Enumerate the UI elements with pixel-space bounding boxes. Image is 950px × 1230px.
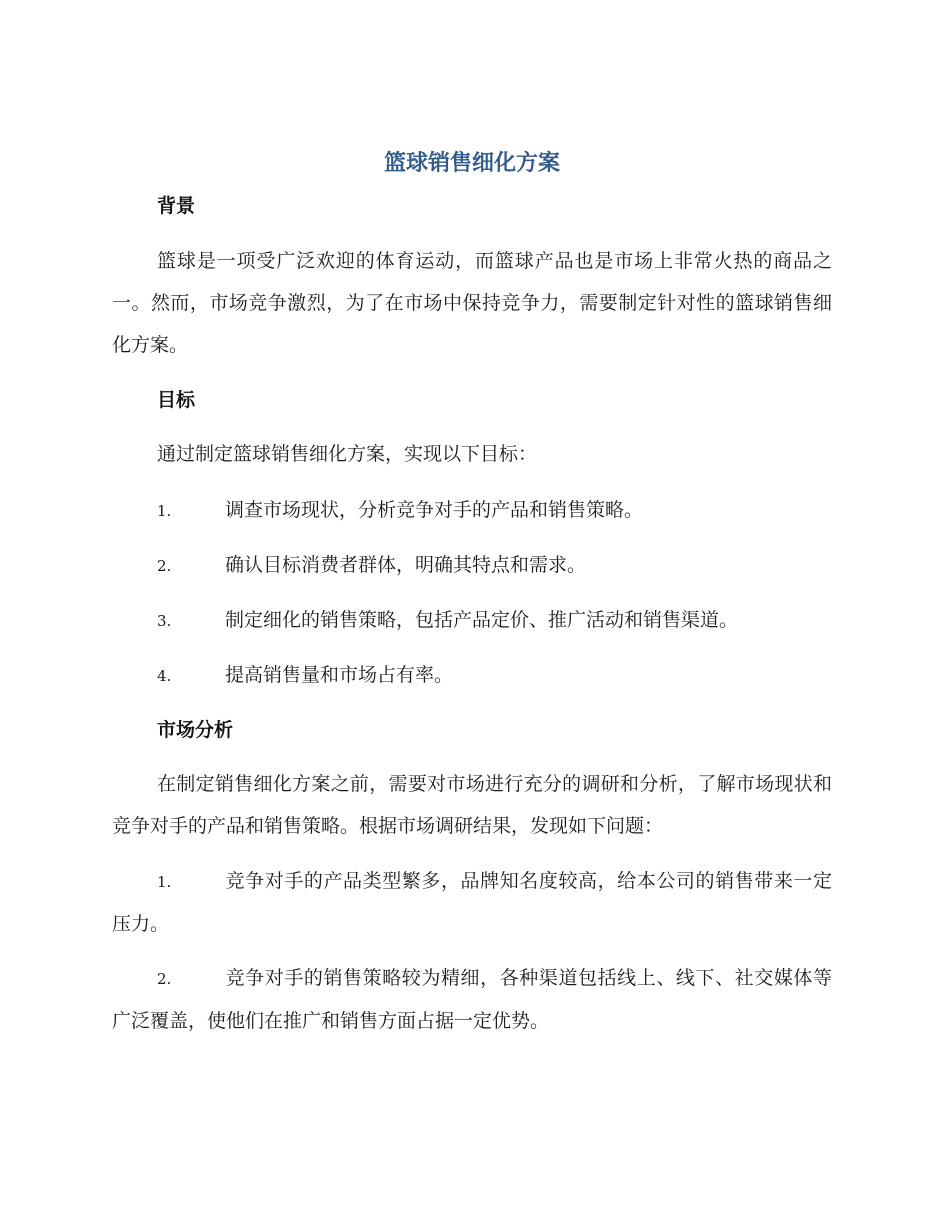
- list-number: 1.: [157, 873, 172, 891]
- list-item-text: 制定细化的销售策略，包括产品定价、推广活动和销售渠道。: [225, 609, 739, 631]
- section-heading-background: 背景: [157, 195, 196, 217]
- section-heading-goals: 目标: [157, 389, 196, 411]
- list-item-text: 提高销售量和市场占有率。: [225, 664, 454, 686]
- list-number: 4.: [157, 667, 172, 685]
- list-item-text: 调查市场现状，分析竞争对手的产品和销售策略。: [225, 499, 644, 521]
- list-number: 3.: [157, 612, 172, 630]
- market-list-item: [112, 957, 832, 1042]
- goal-list-item: [112, 599, 832, 642]
- list-number: 2.: [157, 970, 172, 988]
- market-list-item: [112, 860, 832, 945]
- market-paragraph: 在制定销售细化方案之前，需要对市场进行充分的调研和分析，了解市场现状和竞争对手的产品和销售策略。根据市场调研结果，发现如下问题：: [112, 773, 832, 837]
- goals-intro: 通过制定篮球销售细化方案，实现以下目标：: [157, 443, 538, 465]
- goal-list-item: [112, 489, 832, 532]
- section-heading-market: 市场分析: [157, 719, 234, 741]
- list-item-text: 竞争对手的销售策略较为精细，各种渠道包括线上、线下、社交媒体等广泛覆盖，使他们在推广和销售方面占据一定优势。: [112, 967, 832, 1032]
- goal-list-item: [112, 544, 832, 587]
- list-item-text: 确认目标消费者群体，明确其特点和需求。: [225, 554, 587, 576]
- goal-list-item: [112, 654, 832, 697]
- background-paragraph: 篮球是一项受广泛欢迎的体育运动，而篮球产品也是市场上非常火热的商品之一。然而，市场竞争激烈，为了在市场中保持竞争力，需要制定针对性的篮球销售细化方案。: [112, 250, 832, 356]
- list-number: 2.: [157, 557, 172, 575]
- list-item-text: 竞争对手的产品类型繁多，品牌知名度较高，给本公司的销售带来一定压力。: [112, 870, 832, 935]
- list-number: 1.: [157, 502, 172, 520]
- document-title: 篮球销售细化方案: [383, 151, 560, 176]
